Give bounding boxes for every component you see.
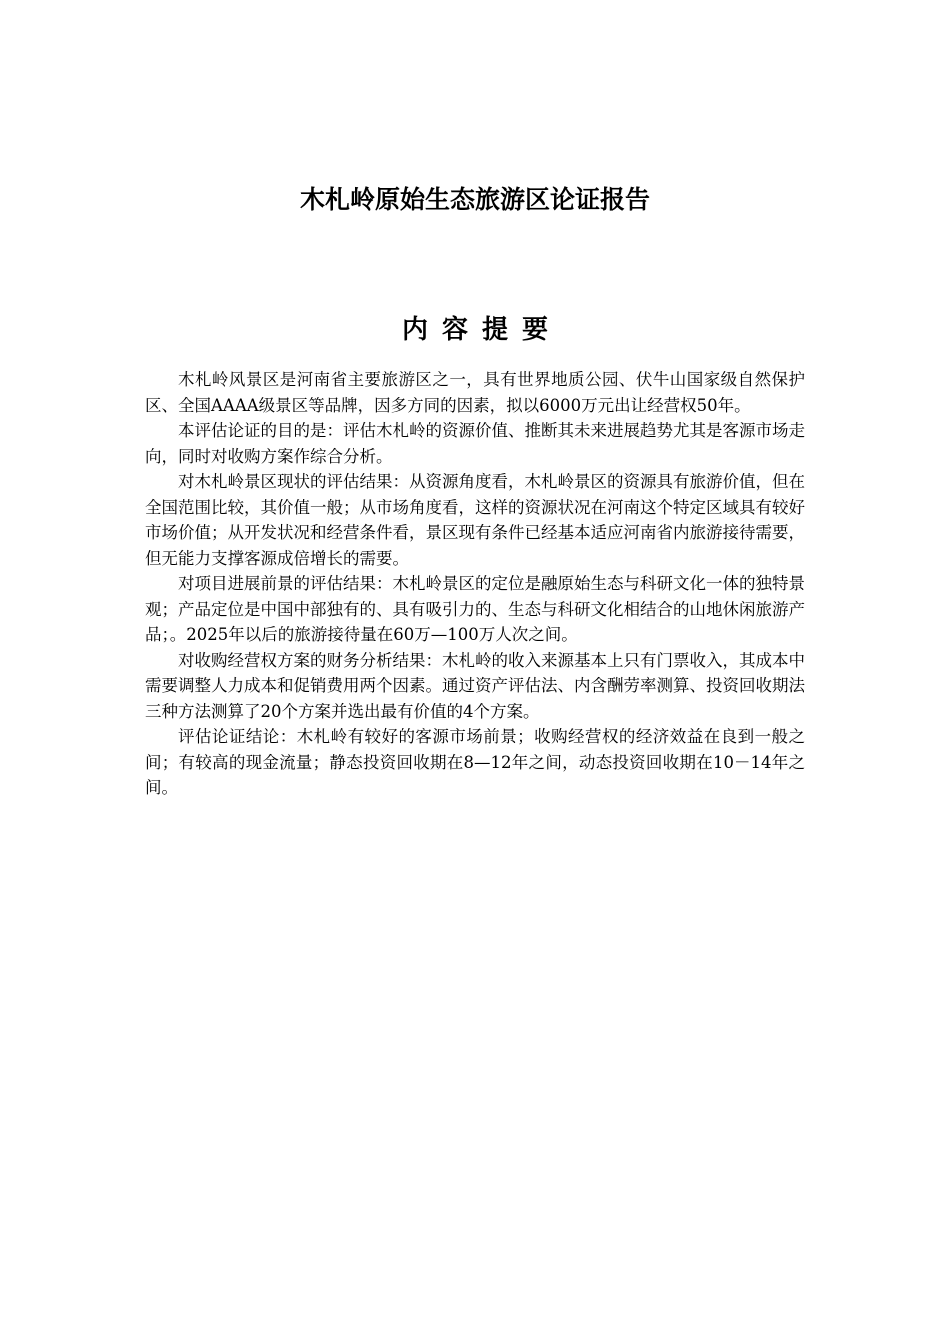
abstract-paragraph: 评估论证结论：木札岭有较好的客源市场前景；收购经营权的经济效益在良到一般之间；有较高的现金流量；静态投资回收期在8—12年之间，动态投资回收期在10－14年之间。 — [145, 727, 805, 797]
abstract-paragraph: 对收购经营权方案的财务分析结果：木札岭的收入来源基本上只有门票收入，其成本中需要调整人力成本和促销费用两个因素。通过资产评估法、内含酬劳率测算、投资回收期法三种方法测算了20个方案并选出最有价值的4个方案。 — [145, 650, 805, 721]
document-title: 木札岭原始生态旅游区论证报告 — [299, 185, 650, 214]
abstract-paragraph: 对木札岭景区现状的评估结果：从资源角度看，木札岭景区的资源具有旅游价值，但在全国范围比较，其价值一般；从市场角度看，这样的资源状况在河南这个特定区域具有较好市场价值；从开发状况和经营条件看，景区现有条件已经基本适应河南省内旅游接待需要，但无能力支撑客源成倍增长的需要。 — [145, 472, 805, 568]
abstract-paragraph: 对项目进展前景的评估结果：木札岭景区的定位是融原始生态与科研文化一体的独特景观；产品定位是中国中部独有的、具有吸引力的、生态与科研文化相结合的山地休闲旅游产品；。2025年以后的旅游接待量在60万—100万人次之间。 — [145, 574, 805, 644]
abstract-paragraph: 木札岭风景区是河南省主要旅游区之一，具有世界地质公园、伏牛山国家级自然保护区、全国AAAA级景区等品牌，因多方同的因素，拟以6000万元出让经营权50年。 — [145, 370, 805, 415]
abstract-body — [145, 367, 805, 801]
section-heading: 内容提要 — [401, 315, 562, 345]
abstract-paragraph: 本评估论证的目的是：评估木札岭的资源价值、推断其未来进展趋势尤其是客源市场走向，同时对收购方案作综合分析。 — [145, 421, 805, 466]
